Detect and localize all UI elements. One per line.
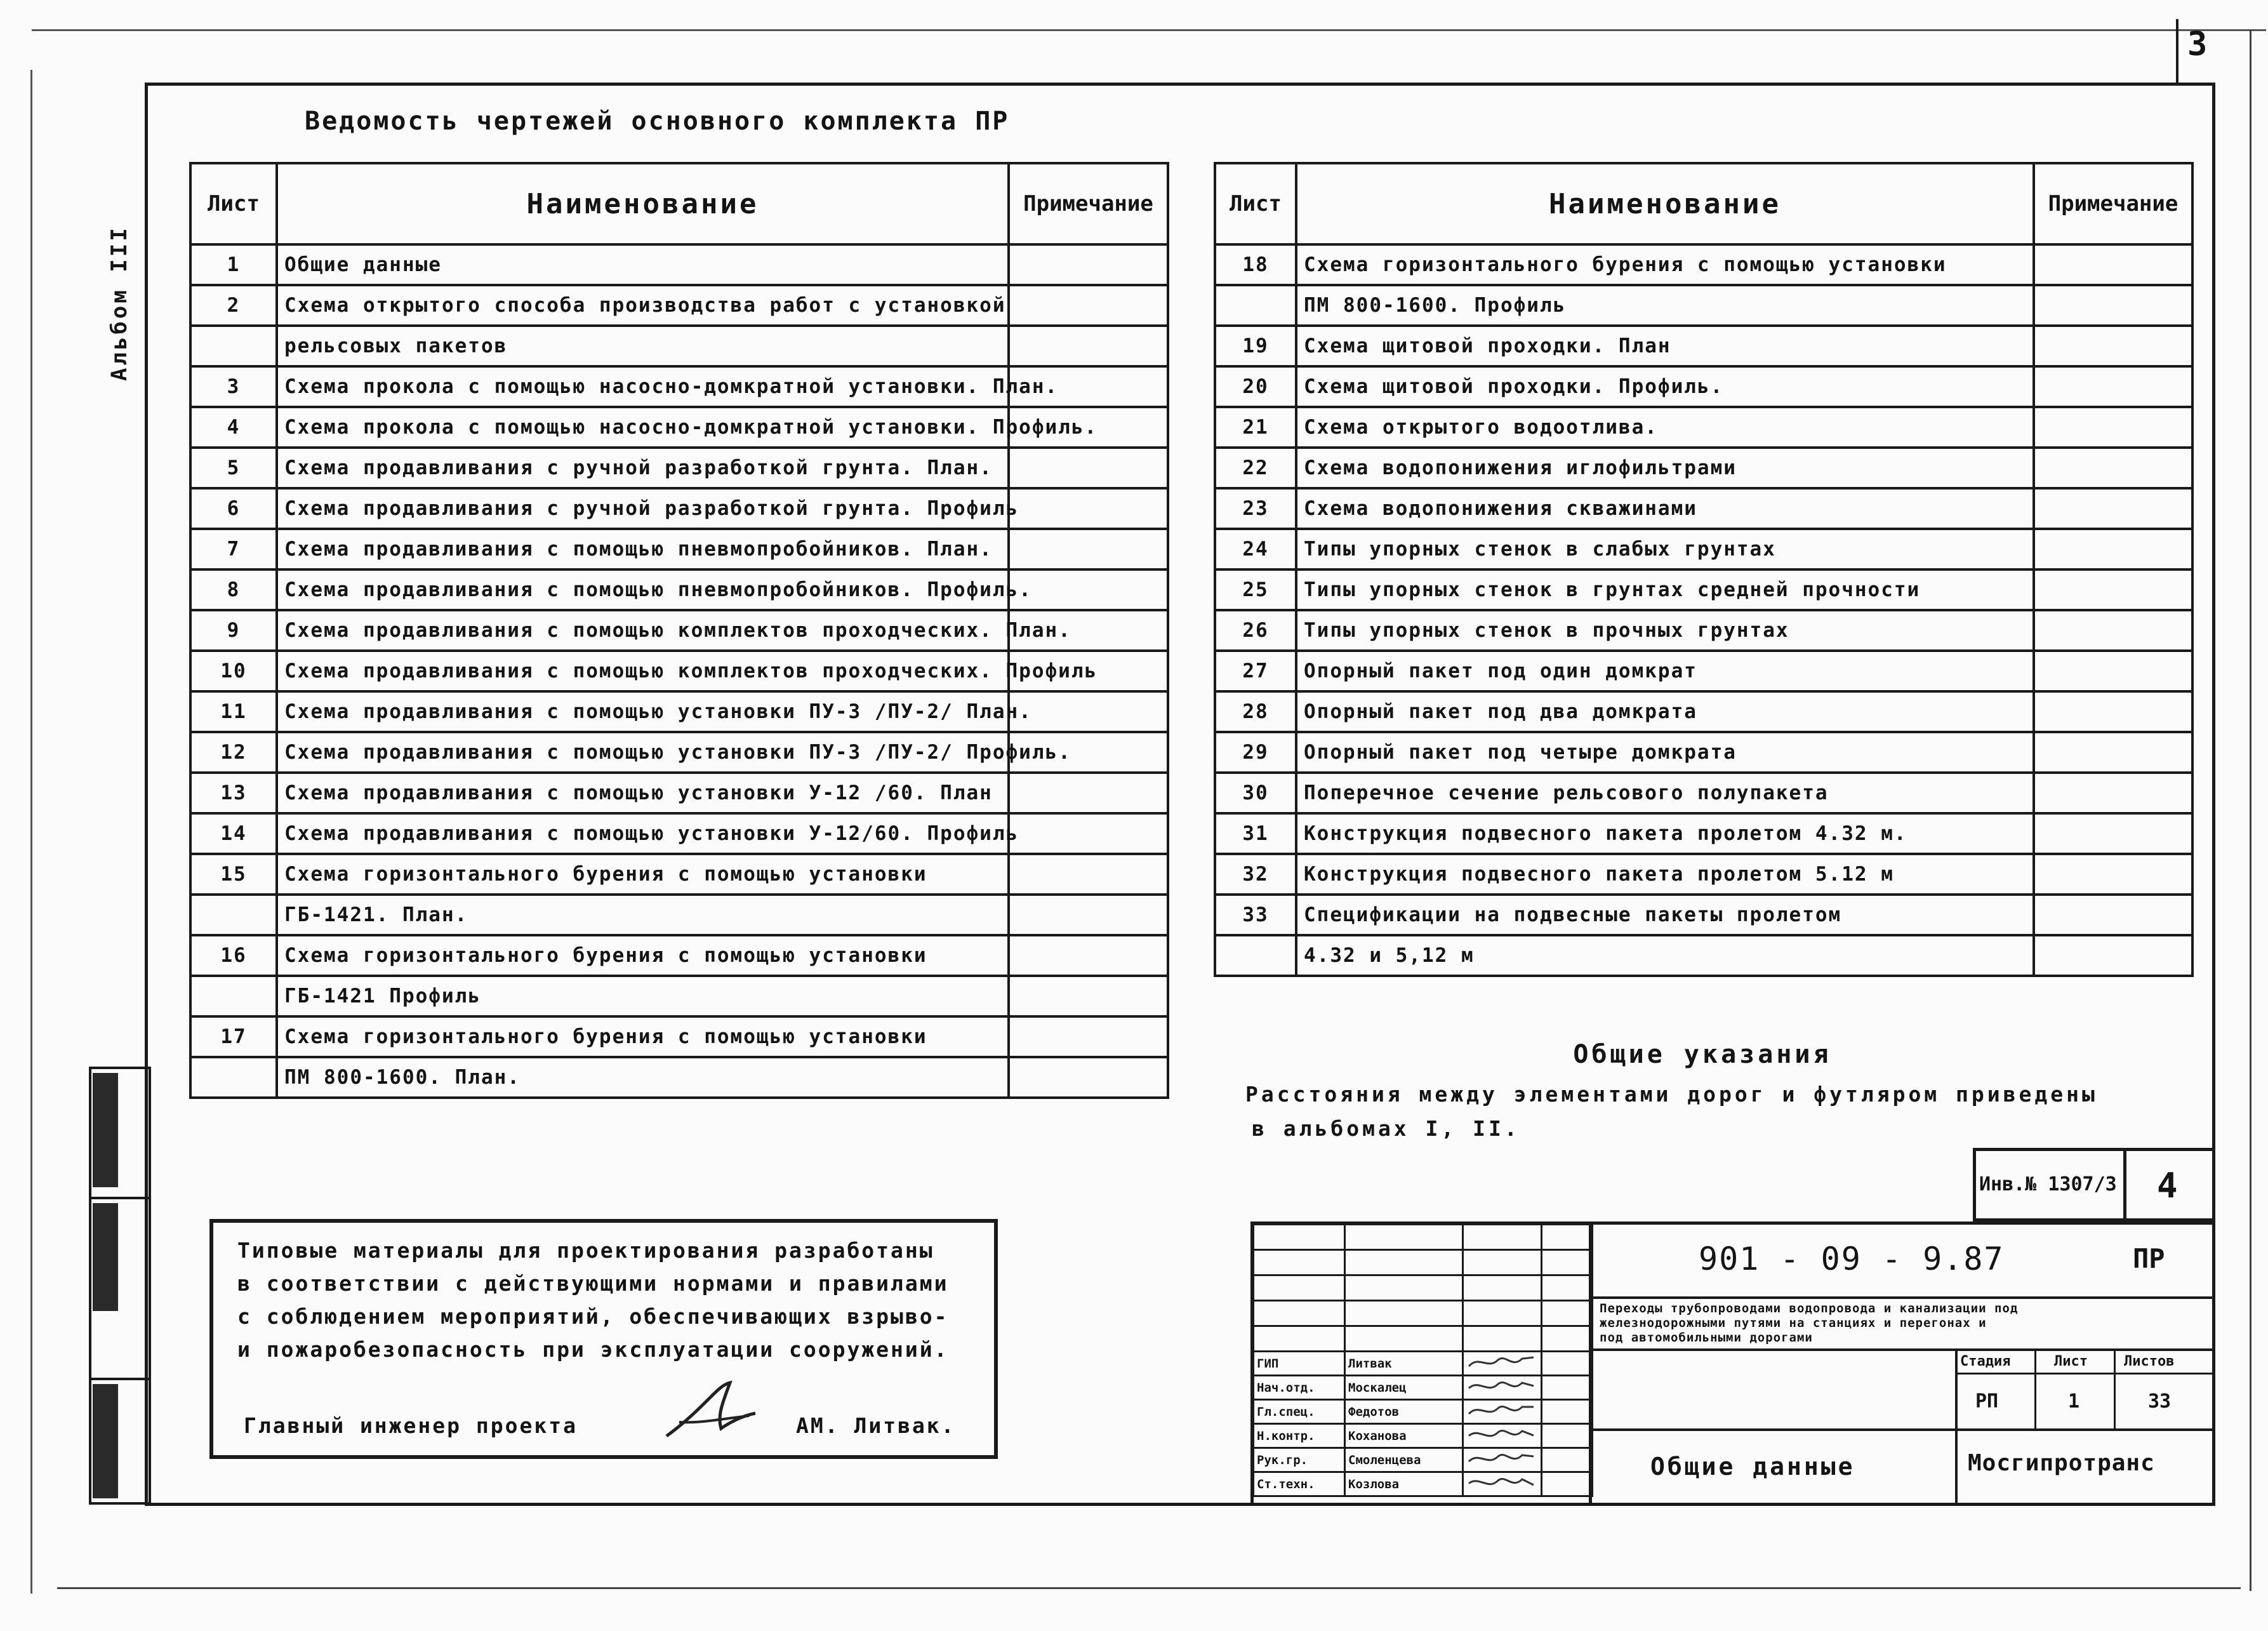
drawing-name: Схема щитовой проходки. Профиль.: [1296, 366, 2034, 407]
drawing-note: [1009, 935, 1168, 976]
general-notes-line-1: Расстояния между элементами дорог и футляром приведены: [1245, 1082, 2098, 1107]
drawing-note: [2034, 651, 2192, 691]
table-row: [1215, 854, 2192, 895]
sheet-number: [190, 976, 277, 1016]
staff-row: [1254, 1472, 1593, 1496]
staff-signature: [1463, 1376, 1542, 1400]
staff-row: [1254, 1424, 1593, 1448]
sheet-value: 1: [2068, 1390, 2080, 1413]
drawing-note: [1009, 691, 1168, 732]
table-row: [190, 976, 1168, 1016]
tb-main-vertical: [1589, 1222, 1592, 1506]
sheets-value: 33: [2148, 1390, 2172, 1413]
staff-signature: [1463, 1424, 1542, 1448]
drawing-name: Опорный пакет под один домкрат: [1296, 651, 2034, 691]
sheet-number: 30: [1215, 773, 1296, 813]
page-number: 3: [2187, 25, 2208, 63]
table-row: [190, 773, 1168, 813]
drawing-name: Схема горизонтального бурения с помощью установки: [277, 854, 1009, 895]
tb-doc-title-top: [1589, 1428, 1957, 1431]
drawing-note: [1009, 488, 1168, 529]
drawing-name: Схема горизонтального бурения с помощью установки: [277, 1016, 1009, 1057]
drawing-name: Схема горизонтального бурения с помощью установки: [1296, 244, 2034, 285]
drawing-name: Поперечное сечение рельсового полупакета: [1296, 773, 2034, 813]
chief-engineer-label: Главный инженер проекта: [244, 1413, 578, 1438]
sheet-number: [1215, 285, 1296, 326]
table-row: [1215, 773, 2192, 813]
drawing-name: Схема продавливания с помощью пневмопробойников. Профиль.: [277, 569, 1009, 610]
register-table-right: [1214, 162, 2194, 977]
staff-row: [1254, 1448, 1593, 1472]
sheet-number: 18: [1215, 244, 1296, 285]
sheet-number: 21: [1215, 407, 1296, 448]
table-row: [190, 895, 1168, 935]
drawing-note: [2034, 407, 2192, 448]
drawing-name: Схема продавливания с ручной разработкой грунта. Профиль: [277, 488, 1009, 529]
sheet-number: 28: [1215, 691, 1296, 732]
sheet-bottom-border: [57, 1587, 2241, 1589]
stage-label: Стадия: [1960, 1354, 2011, 1369]
staff-name: Литвак: [1345, 1352, 1463, 1376]
drawing-name: Схема горизонтального бурения с помощью установки: [277, 935, 1009, 976]
drawing-name: ПМ 800-1600. Профиль: [1296, 285, 2034, 326]
sheet-number: [190, 326, 277, 366]
drawing-note: [2034, 813, 2192, 854]
sheet-number: 17: [190, 1016, 277, 1057]
staff-name: Козлова: [1345, 1472, 1463, 1496]
table-row: [190, 569, 1168, 610]
sheet-number: 26: [1215, 610, 1296, 651]
table-row: [190, 651, 1168, 691]
table-row: [1215, 326, 2192, 366]
drawing-name: Схема продавливания с помощью установки ПУ-3 /ПУ-2/ План.: [277, 691, 1009, 732]
sheet-number: 22: [1215, 448, 1296, 488]
sheet-number: 4: [190, 407, 277, 448]
tb-code-bottom: [1589, 1296, 2215, 1299]
table-row: [190, 1016, 1168, 1057]
sheet-number: 3: [190, 366, 277, 407]
drawing-name: Схема продавливания с помощью комплектов проходческих. Профиль: [277, 651, 1009, 691]
tb-sheet-vertical-2: [2114, 1348, 2116, 1430]
drawing-name: Спецификации на подвесные пакеты пролетом: [1296, 895, 2034, 935]
drawing-name: Схема продавливания с помощью комплектов проходческих. План.: [277, 610, 1009, 651]
sheet-number: 11: [190, 691, 277, 732]
drawing-note: [2034, 366, 2192, 407]
sheets-label: Листов: [2124, 1354, 2175, 1369]
sheet-number: 31: [1215, 813, 1296, 854]
drawing-note: [1009, 1057, 1168, 1098]
drawing-name: Схема продавливания с помощью установки У-12 /60. План: [277, 773, 1009, 813]
drawing-name: ГБ-1421 Профиль: [277, 976, 1009, 1016]
sheet-right-border: [2250, 29, 2251, 1591]
document-code: 901 - 09 - 9.87: [1699, 1241, 2005, 1277]
organization-name: Мосгипротранс: [1968, 1450, 2155, 1476]
staff-role: Н.контр.: [1254, 1424, 1345, 1448]
table-row: [1215, 895, 2192, 935]
sheet-number: 20: [1215, 366, 1296, 407]
signature-scribble: [1466, 1401, 1536, 1420]
header-name: Наименование: [277, 163, 1009, 244]
table-row: [1215, 732, 2192, 773]
page-number-divider: [2176, 19, 2178, 83]
drawing-name: Схема продавливания с помощью пневмопробойников. План.: [277, 529, 1009, 569]
drawing-name: Типы упорных стенок в слабых грунтах: [1296, 529, 2034, 569]
drawing-note: [1009, 244, 1168, 285]
drawing-name: рельсовых пакетов: [277, 326, 1009, 366]
sheet-left-border: [30, 70, 32, 1594]
table-row: [190, 529, 1168, 569]
drawing-name: Схема прокола с помощью насосно-домкратной установки. Профиль.: [277, 407, 1009, 448]
staff-name: Коханова: [1345, 1424, 1463, 1448]
description-line-1: Переходы трубопроводами водопровода и канализации под: [1600, 1301, 2019, 1315]
staff-name: Смоленцева: [1345, 1448, 1463, 1472]
drawing-note: [2034, 529, 2192, 569]
staff-row: [1254, 1376, 1593, 1400]
staff-name: Москалец: [1345, 1376, 1463, 1400]
drawing-note: [2034, 326, 2192, 366]
notice-line-1: Типовые материалы для проектирования разработаны: [237, 1238, 934, 1263]
description-line-2: железнодорожными путями на станциях и перегонах и: [1600, 1316, 1987, 1330]
drawing-note: [2034, 610, 2192, 651]
chief-engineer-name: АМ. Литвак.: [796, 1413, 956, 1438]
drawing-name: ПМ 800-1600. План.: [277, 1057, 1009, 1098]
sheet-number: [1215, 935, 1296, 976]
table-row: [1215, 569, 2192, 610]
table-row: [190, 935, 1168, 976]
drawing-note: [1009, 813, 1168, 854]
drawing-note: [1009, 529, 1168, 569]
table-row: [190, 732, 1168, 773]
drawing-name: Типы упорных стенок в прочных грунтах: [1296, 610, 2034, 651]
header-sheet: Лист: [190, 163, 277, 244]
sheet-number: 19: [1215, 326, 1296, 366]
staff-role: Ст.техн.: [1254, 1472, 1345, 1496]
sheet-number: 8: [190, 569, 277, 610]
signature-scribble: [1466, 1352, 1536, 1371]
table-row: [190, 366, 1168, 407]
drawing-name: Схема щитовой проходки. План: [1296, 326, 2034, 366]
table-row: [1215, 651, 2192, 691]
general-notes-title: Общие указания: [1573, 1040, 1832, 1069]
drawing-note: [1009, 976, 1168, 1016]
sheet-label: Лист: [2054, 1354, 2088, 1369]
table-row: [190, 610, 1168, 651]
drawing-note: [1009, 569, 1168, 610]
notice-line-3: с соблюдением мероприятий, обеспечивающих взрыво-: [237, 1304, 949, 1329]
drawing-note: [2034, 935, 2192, 976]
drawing-note: [2034, 285, 2192, 326]
table-row: [1215, 488, 2192, 529]
sheet-number: 14: [190, 813, 277, 854]
drawing-name: Опорный пакет под два домкрата: [1296, 691, 2034, 732]
drawing-note: [2034, 569, 2192, 610]
table-row: [1215, 529, 2192, 569]
sheet-number: 2: [190, 285, 277, 326]
sheet-number: 23: [1215, 488, 1296, 529]
signature-scribble: [1466, 1376, 1536, 1395]
staff-role: Гл.спец.: [1254, 1400, 1345, 1424]
inventory-number: 4: [2157, 1166, 2178, 1206]
sheet-number: 33: [1215, 895, 1296, 935]
table-row: [190, 244, 1168, 285]
sheet-number: 15: [190, 854, 277, 895]
drawing-note: [2034, 488, 2192, 529]
drawing-name: Схема продавливания с помощью установки ПУ-3 /ПУ-2/ Профиль.: [277, 732, 1009, 773]
staff-row: [1254, 1352, 1593, 1376]
drawing-note: [2034, 691, 2192, 732]
inventory-divider: [2123, 1148, 2126, 1222]
tb-sheet-vertical-1: [2034, 1348, 2036, 1430]
drawing-note: [1009, 285, 1168, 326]
drawing-note: [1009, 773, 1168, 813]
staff-signature: [1463, 1352, 1542, 1376]
drawing-note: [2034, 895, 2192, 935]
sheet-number: 7: [190, 529, 277, 569]
drawing-name: Схема продавливания с помощью установки У-12/60. Профиль: [277, 813, 1009, 854]
header-sheet: Лист: [1215, 163, 1296, 244]
header-note: Примечание: [2034, 163, 2192, 244]
document-title: Общие данные: [1650, 1453, 1855, 1481]
chief-engineer-signature: [660, 1378, 762, 1448]
drawing-note: [1009, 326, 1168, 366]
table-row: [190, 488, 1168, 529]
table-row: [1215, 366, 2192, 407]
margin-stamp-cell-1: [93, 1073, 118, 1187]
staff-signature: [1463, 1472, 1542, 1496]
sheet-number: 29: [1215, 732, 1296, 773]
drawing-name: Схема прокола с помощью насосно-домкратной установки. План.: [277, 366, 1009, 407]
table-row: [190, 854, 1168, 895]
sheet-number: [190, 895, 277, 935]
tb-stage-bottom: [1955, 1373, 2215, 1375]
drawing-name: Схема водопонижения скважинами: [1296, 488, 2034, 529]
sheet-number: 12: [190, 732, 277, 773]
drawing-name: Конструкция подвесного пакета пролетом 4.32 м.: [1296, 813, 2034, 854]
drawing-note: [2034, 773, 2192, 813]
drawing-name: Схема продавливания с ручной разработкой грунта. План.: [277, 448, 1009, 488]
table-row: [190, 813, 1168, 854]
inventory-label: Инв.№ 1307/3: [1979, 1173, 2117, 1195]
sheet-number: 32: [1215, 854, 1296, 895]
sheet-top-border: [32, 29, 2266, 31]
table-row: [190, 326, 1168, 366]
staff-role: Рук.гр.: [1254, 1448, 1345, 1472]
register-table-left: [189, 162, 1169, 1099]
table-row: [190, 407, 1168, 448]
drawing-name: Конструкция подвесного пакета пролетом 5.12 м: [1296, 854, 2034, 895]
drawing-note: [2034, 244, 2192, 285]
margin-stamp-cell-3: [93, 1384, 118, 1498]
table-row: [1215, 610, 2192, 651]
margin-stamp-divider-2: [89, 1378, 151, 1380]
drawing-note: [2034, 854, 2192, 895]
staff-row: [1254, 1400, 1593, 1424]
drawing-name: Схема открытого способа производства работ с установкой: [277, 285, 1009, 326]
sheet-number: 16: [190, 935, 277, 976]
drawing-note: [2034, 448, 2192, 488]
sheet-number: 13: [190, 773, 277, 813]
notice-line-2: в соответствии с действующими нормами и правилами: [237, 1271, 949, 1296]
table-row: [190, 691, 1168, 732]
table-row: [190, 1057, 1168, 1098]
drawing-note: [1009, 854, 1168, 895]
sheet-number: 27: [1215, 651, 1296, 691]
staff-table: [1252, 1223, 1593, 1497]
notice-line-4: и пожаробезопасность при эксплуатации сооружений.: [237, 1337, 949, 1362]
register-title: Ведомость чертежей основного комплекта ПР: [305, 107, 1010, 136]
tb-desc-bottom: [1589, 1348, 2215, 1351]
drawing-name: Общие данные: [277, 244, 1009, 285]
table-row: [1215, 448, 2192, 488]
drawing-name: ГБ-1421. План.: [277, 895, 1009, 935]
signature-scribble: [1466, 1425, 1536, 1444]
drawing-note: [1009, 448, 1168, 488]
stage-value: РП: [1975, 1390, 1999, 1413]
sheet-number: 1: [190, 244, 277, 285]
drawing-name: 4.32 и 5,12 м: [1296, 935, 2034, 976]
table-row: [1215, 407, 2192, 448]
signature-scribble: [1466, 1473, 1536, 1492]
sheet-number: 25: [1215, 569, 1296, 610]
document-mark: ПР: [2133, 1243, 2165, 1274]
drawing-name: Опорный пакет под четыре домкрата: [1296, 732, 2034, 773]
staff-signature: [1463, 1400, 1542, 1424]
table-row: [1215, 244, 2192, 285]
sheet-number: [190, 1057, 277, 1098]
header-note: Примечание: [1009, 163, 1168, 244]
header-name: Наименование: [1296, 163, 2034, 244]
table-row: [1215, 691, 2192, 732]
drawing-note: [1009, 895, 1168, 935]
staff-role: Нач.отд.: [1254, 1376, 1345, 1400]
drawing-note: [2034, 732, 2192, 773]
table-row: [190, 448, 1168, 488]
staff-name: Федотов: [1345, 1400, 1463, 1424]
sheet-number: 9: [190, 610, 277, 651]
album-label: Альбом III: [107, 225, 132, 381]
staff-signature: [1463, 1448, 1542, 1472]
table-row: [1215, 285, 2192, 326]
description-line-3: под автомобильными дорогами: [1600, 1331, 1813, 1345]
table-row: [1215, 813, 2192, 854]
sheet-number: 10: [190, 651, 277, 691]
table-row: [190, 285, 1168, 326]
drawing-name: Типы упорных стенок в грунтах средней прочности: [1296, 569, 2034, 610]
signature-scribble: [1466, 1449, 1536, 1468]
table-row: [1215, 935, 2192, 976]
drawing-note: [1009, 1016, 1168, 1057]
drawing-name: Схема открытого водоотлива.: [1296, 407, 2034, 448]
drawing-name: Схема водопонижения иглофильтрами: [1296, 448, 2034, 488]
general-notes-line-2: в альбомах I, II.: [1252, 1116, 1520, 1141]
sheet-number: 6: [190, 488, 277, 529]
margin-stamp-cell-2: [93, 1203, 118, 1311]
tb-stage-values-bottom: [1955, 1428, 2215, 1431]
margin-stamp-divider-1: [89, 1197, 151, 1199]
sheet-number: 24: [1215, 529, 1296, 569]
sheet-number: 5: [190, 448, 277, 488]
staff-role: ГИП: [1254, 1352, 1345, 1376]
